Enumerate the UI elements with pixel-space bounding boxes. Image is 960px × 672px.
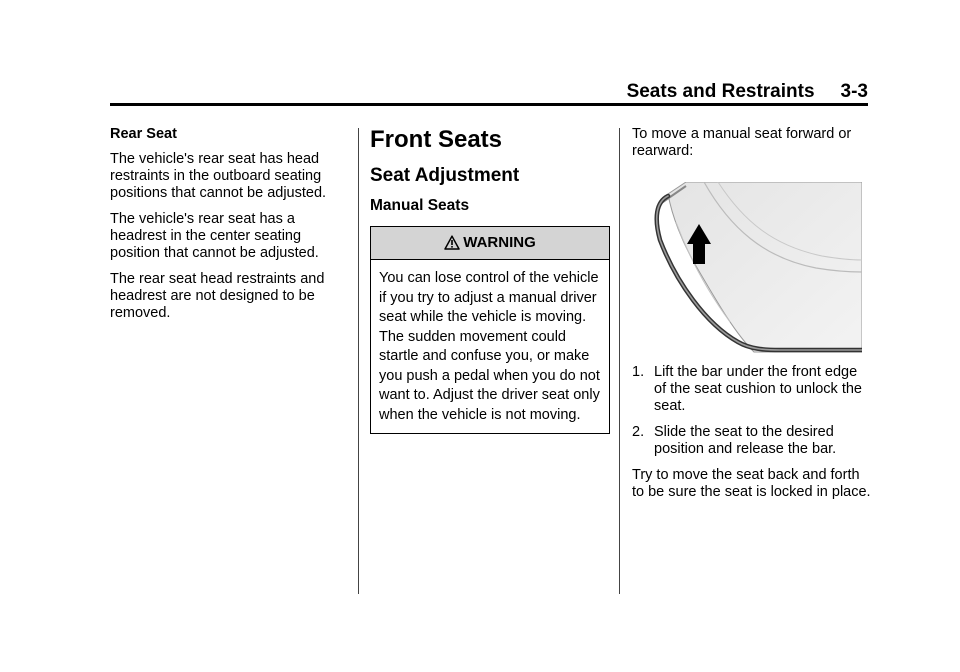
column-left: [110, 126, 342, 331]
list-item: [632, 364, 872, 415]
page-header: [110, 80, 868, 104]
warning-header: [371, 227, 609, 260]
step-text: Lift the bar under the front edge of the seat cushion to unlock the seat.: [654, 364, 862, 414]
front-seats-heading: Front Seats: [370, 126, 503, 153]
warning-box: [370, 226, 610, 434]
paragraph: The vehicle's rear seat has head restraints in the outboard seating positions that cannot be adjusted.: [110, 151, 327, 201]
warning-title: WARNING: [463, 234, 536, 251]
section-title: Seats and Restraints: [626, 81, 815, 102]
list-item: [632, 424, 872, 458]
step-text: Slide the seat to the desired position and release the bar.: [654, 424, 837, 457]
steps-list: [632, 364, 872, 458]
column-middle: [370, 126, 610, 434]
paragraph: The vehicle's rear seat has a headrest in the center seating position that cannot be adjusted.: [110, 211, 319, 261]
seat-adjustment-heading: Seat Adjustment: [370, 165, 520, 186]
warning-text: You can lose control of the vehicle if you try to adjust a manual driver seat while the vehicle is moving. The sudden movement could startle and confuse you, or make you push a pedal when you do not want to. Adjust the driver seat only when the vehicle is not moving.: [379, 270, 600, 423]
column-divider-right: [619, 128, 620, 594]
step-number: 2.: [632, 424, 645, 440]
warning-triangle-icon: [444, 235, 460, 250]
paragraph: The rear seat head restraints and headrest are not designed to be removed.: [110, 271, 325, 321]
rear-seat-subheading: Rear Seat: [110, 126, 177, 142]
manual-seats-heading: Manual Seats: [370, 197, 470, 214]
closing-paragraph: Try to move the seat back and forth to be sure the seat is locked in place.: [632, 467, 871, 500]
intro-paragraph: To move a manual seat forward or rearward:: [632, 126, 852, 159]
column-divider-left: [358, 128, 359, 594]
seat-adjustment-bar-illustration: [646, 182, 862, 354]
step-number: 1.: [632, 364, 645, 380]
column-right: [632, 126, 872, 510]
page-number: 3-3: [840, 81, 868, 102]
header-rule: [110, 103, 868, 106]
